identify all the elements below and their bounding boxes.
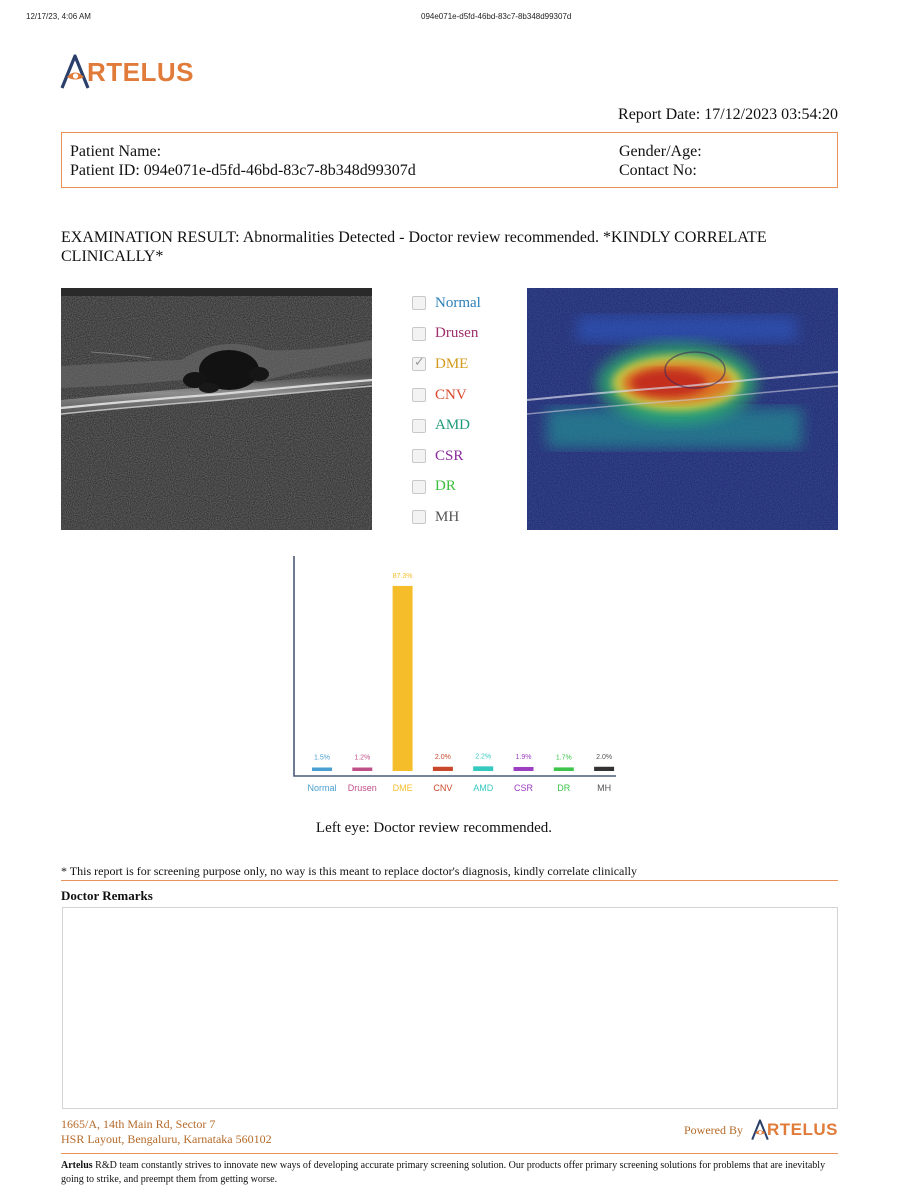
- legend-label: DME: [435, 355, 469, 372]
- legend-item-normal: [412, 288, 481, 319]
- oct-scan-image: [61, 288, 372, 530]
- doctor-remarks-box[interactable]: [62, 907, 838, 1109]
- data-label-amd: 2.2%: [475, 753, 492, 761]
- print-header: [26, 12, 874, 24]
- address-line-1: 1665/A, 14th Main Rd, Sector 7: [61, 1117, 216, 1131]
- patient-id: Patient ID: 094e071e-d5fd-46bd-83c7-8b348d99307d: [70, 162, 416, 179]
- address-line-2: HSR Layout, Bengaluru, Karnataka 560102: [61, 1132, 272, 1146]
- legend-item-drusen: [412, 319, 481, 350]
- tick-label-mh: MH: [597, 783, 612, 793]
- chart-axes: [294, 556, 616, 776]
- legend-label: DR: [435, 478, 456, 495]
- eye-conclusion: Left eye: Doctor review recommended.: [315, 820, 553, 836]
- footer-note: [61, 1159, 838, 1186]
- company-address: [61, 1117, 272, 1147]
- data-label-drusen: 1.2%: [354, 754, 371, 762]
- legend-item-csr: [412, 441, 481, 472]
- tick-label-csr: CSR: [513, 783, 534, 793]
- powered-by-logo-text: RTELUS: [767, 1120, 838, 1139]
- legend-item-dr: [412, 472, 481, 503]
- footer-divider: [61, 1153, 838, 1154]
- screening-disclaimer: * This report is for screening purpose only, no way is this meant to replace doctor's diagnosis, kindly correlate clinically: [61, 864, 838, 881]
- print-timestamp: 12/17/23, 4:06 AM: [26, 12, 91, 21]
- probability-bar-chart: [284, 552, 624, 802]
- data-label-cnv: 2.0%: [434, 753, 451, 761]
- legend-label: MH: [435, 508, 460, 525]
- legend-item-dme: [412, 349, 481, 380]
- bar-drusen: [352, 768, 372, 772]
- legend-label: CSR: [435, 447, 464, 464]
- legend-checkbox: [412, 480, 426, 494]
- bar-cnv: [433, 767, 453, 771]
- bar-csr: [514, 767, 534, 771]
- tick-label-amd: AMD: [473, 783, 494, 793]
- data-label-normal: 1.5%: [314, 754, 330, 762]
- powered-by: [684, 1119, 838, 1141]
- gender-age: Gender/Age:: [619, 143, 702, 160]
- footer-text: R&D team constantly strives to innovate new ways of developing accurate primary screening solution. Our products offer primary screening solutions for problems that are inevitably going to strike, and preempt them from getting worse.: [61, 1160, 826, 1185]
- logo-a-eye-icon: [60, 54, 90, 90]
- print-doc-id: 094e071e-d5fd-46bd-83c7-8b348d99307d: [421, 12, 572, 21]
- bar-dr: [554, 767, 574, 771]
- tick-label-cnv: CNV: [433, 783, 453, 793]
- examination-result: EXAMINATION RESULT: Abnormalities Detected - Doctor review recommended. *KINDLY CORRELATE CLINICALLY*: [61, 229, 767, 265]
- data-label-dme: 87.3%: [392, 572, 413, 580]
- legend-label: Normal: [435, 294, 481, 311]
- powered-by-label: Powered By: [684, 1122, 743, 1137]
- logo-text: RTELUS: [87, 56, 194, 87]
- data-label-csr: 1.9%: [515, 753, 532, 761]
- legend-checkbox: [412, 419, 426, 433]
- report-date: Report Date: 17/12/2023 03:54:20: [618, 106, 838, 123]
- tick-label-normal: Normal: [307, 783, 337, 793]
- legend-checkbox: [412, 296, 426, 310]
- legend-checkbox: [412, 357, 426, 371]
- contact-no: Contact No:: [619, 162, 697, 179]
- patient-name: Patient Name:: [70, 143, 162, 160]
- tick-label-dr: DR: [557, 783, 571, 793]
- heatmap-overlay-image: [527, 288, 838, 530]
- legend-checkbox: [412, 327, 426, 341]
- legend-label: CNV: [435, 386, 467, 403]
- legend-item-cnv: [412, 380, 481, 411]
- bar-amd: [473, 766, 493, 771]
- legend-item-mh: [412, 502, 481, 533]
- bar-dme: [393, 586, 413, 771]
- legend-label: Drusen: [435, 325, 479, 342]
- patient-info-box: [61, 132, 838, 188]
- data-label-dr: 1.7%: [555, 754, 572, 762]
- tick-label-dme: DME: [392, 783, 413, 793]
- artelus-logo: [60, 52, 194, 92]
- tick-label-drusen: Drusen: [347, 783, 377, 793]
- finding-legend: [412, 288, 481, 533]
- doctor-remarks-title: Doctor Remarks: [61, 888, 153, 903]
- data-label-mh: 2.0%: [596, 753, 613, 761]
- bar-mh: [594, 767, 614, 771]
- legend-checkbox: [412, 388, 426, 402]
- legend-label: AMD: [435, 417, 471, 434]
- legend-item-amd: [412, 410, 481, 441]
- footer-brand: Artelus: [61, 1160, 93, 1171]
- bar-normal: [312, 768, 332, 772]
- legend-checkbox: [412, 449, 426, 463]
- legend-checkbox: [412, 510, 426, 524]
